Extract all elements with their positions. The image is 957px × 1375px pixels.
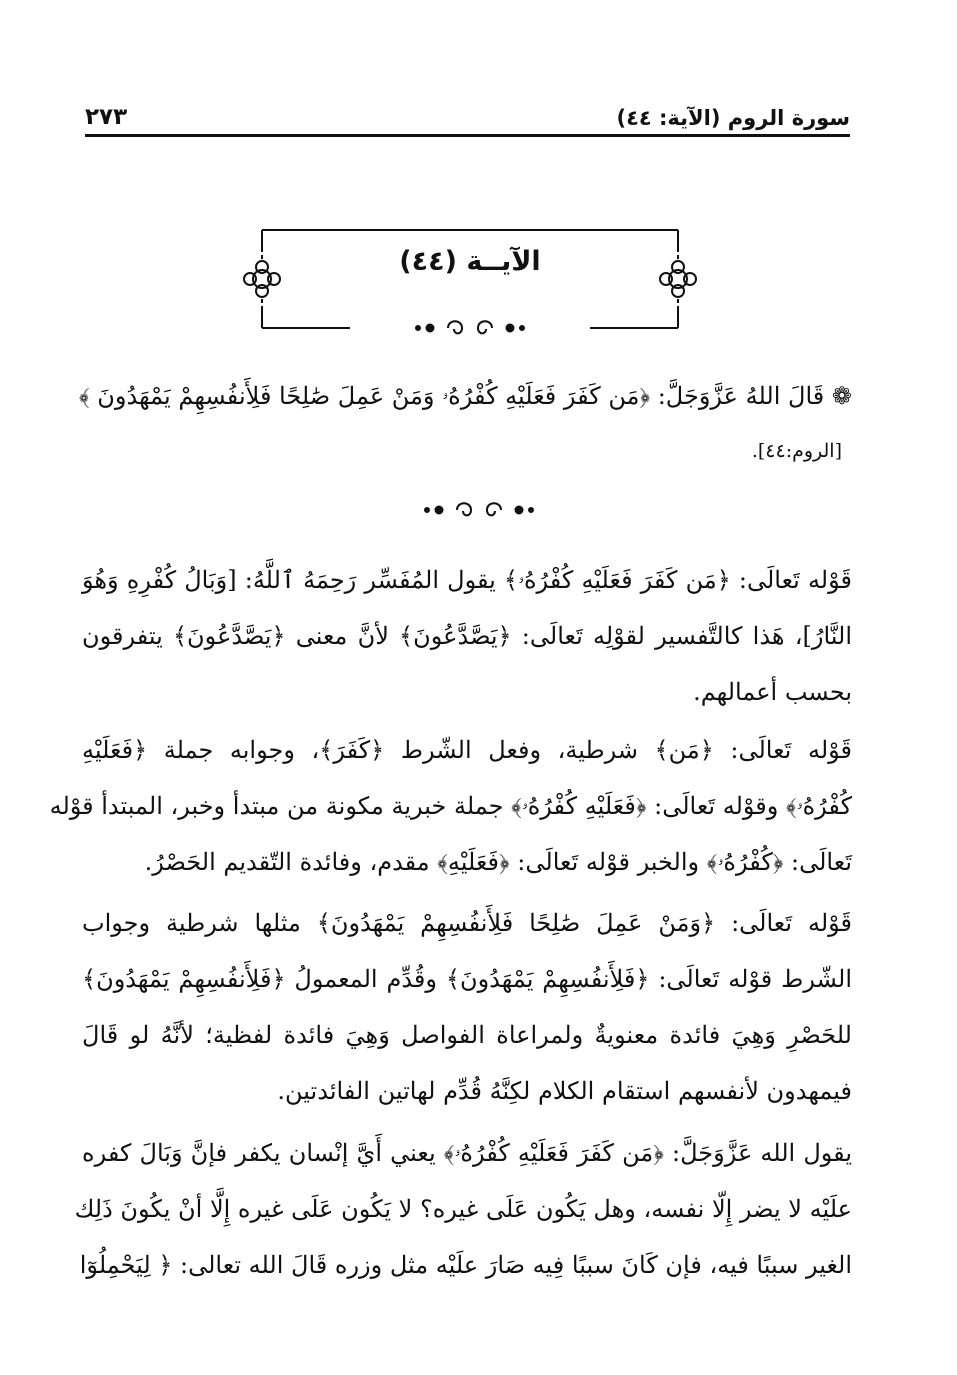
paragraph-2 bbox=[49, 722, 852, 890]
text-line: الغير سببًا فيه، فإن كَانَ سببًا فِيه صَارَ علَيْه مثل وزره قَالَ الله تعالى: ﴿ لِيَحْمِلُوٓا bbox=[79, 1251, 852, 1279]
text-line: كُفْرُهُۥ﴾ وقوْله تَعالَى: ﴿فَعَلَيْهِ كُفْرُهُۥ﴾ جملة خبرية مكونة من مبتدأ وخبر، المبتدأ قوْله bbox=[49, 792, 852, 820]
ornamental-frame-icon bbox=[240, 222, 700, 337]
text-line: النَّارُ]، هَذا كالتَّفسير لقوْلِه تَعالَى: ﴿يَصَّدَّعُونَ﴾ لأنَّ معنى ﴿يَصَّدَّعُونَ﴾ يتفرقون bbox=[82, 622, 852, 650]
text-line: للحَصْرِ وَهِيَ فائدة معنويةٌ ولمراعاة الفواصل وَهِيَ فائدة لفظية؛ لأنَّهُ لو قَالَ bbox=[82, 1021, 852, 1049]
ayah-heading: الآيــة (٤٤) bbox=[399, 246, 541, 277]
text-line: علَيْه لا يضر إِلّا نفسه، وهل يَكُون عَلَى غيره؟ لا يَكُون عَلَى غيره إِلَّا أنْ يكُونَ ذَلِك bbox=[74, 1195, 852, 1223]
page-number: ٢٧٣ bbox=[85, 104, 128, 130]
paragraph-1 bbox=[82, 552, 852, 720]
ayah-heading-frame bbox=[240, 222, 700, 337]
text-line: الشّرط قوْله تَعالَى: ﴿فَلِأَنفُسِهِمْ يَمْهَدُونَ﴾ وقُدِّم المعمولُ ﴿فَلِأَنفُسِهِمْ يَمْهَدُونَ﴾ bbox=[82, 965, 852, 993]
section-divider bbox=[0, 500, 957, 525]
text-line: فيمهدون لأنفسهم استقام الكلام لكِنَّهُ قُدِّم لهاتين الفائدتين. bbox=[277, 1077, 852, 1105]
text-line: بحسب أعمالهم. bbox=[693, 678, 852, 706]
text-line: قَوْله تَعالَى: ﴿مَن﴾ شرطية، وفعل الشّرط ﴿كَفَرَ﴾، وجوابه جملة ﴿فَعَلَيْهِ bbox=[82, 736, 852, 764]
running-header bbox=[85, 100, 850, 137]
text-line: قَوْله تَعالَى: ﴿وَمَنْ عَمِلَ صَٰلِحًا فَلِأَنفُسِهِمْ يَمْهَدُونَ﴾ مثلها شرطية وجواب bbox=[82, 909, 853, 937]
verse-reference: [الروم:٤٤]. bbox=[751, 440, 842, 462]
verse-line: ❁ قَالَ اللهُ عَزَّوَجَلَّ: ﴿مَن كَفَرَ فَعَلَيْهِ كُفْرُهُۥ وَمَنْ عَمِلَ صَٰلِحًا فَلِأَنفُسِهِمْ يَمْهَدُونَ ﴾ bbox=[79, 382, 852, 410]
verse-intro bbox=[79, 368, 852, 424]
text-line: يقول الله عَزَّوَجَلَّ: ﴿مَن كَفَرَ فَعَلَيْهِ كُفْرُهُۥ﴾ يعني أَيَّ إنْسان يكفر فإنَّ وَبَالَ كفره bbox=[82, 1139, 852, 1167]
divider-ornament-icon bbox=[419, 500, 539, 520]
text-line: قَوْله تَعالَى: ﴿مَن كَفَرَ فَعَلَيْهِ كُفْرُهُۥ﴾ يقول المُفَسِّر رَحِمَهُ ٱللَّهُ: [وَبَالُ كُفْرِهِ وَهُوَ bbox=[82, 566, 852, 594]
text-line: تَعالَى: ﴿كُفْرُهُۥ﴾ والخبر قوْله تَعالَى: ﴿فَعَلَيْهِ﴾ مقدم، وفائدة التّقديم الحَصْرُ. bbox=[144, 848, 852, 876]
surah-title: سورة الروم (الآية: ٤٤) bbox=[616, 106, 850, 130]
paragraph-3 bbox=[82, 895, 852, 1119]
paragraph-4 bbox=[74, 1125, 852, 1293]
